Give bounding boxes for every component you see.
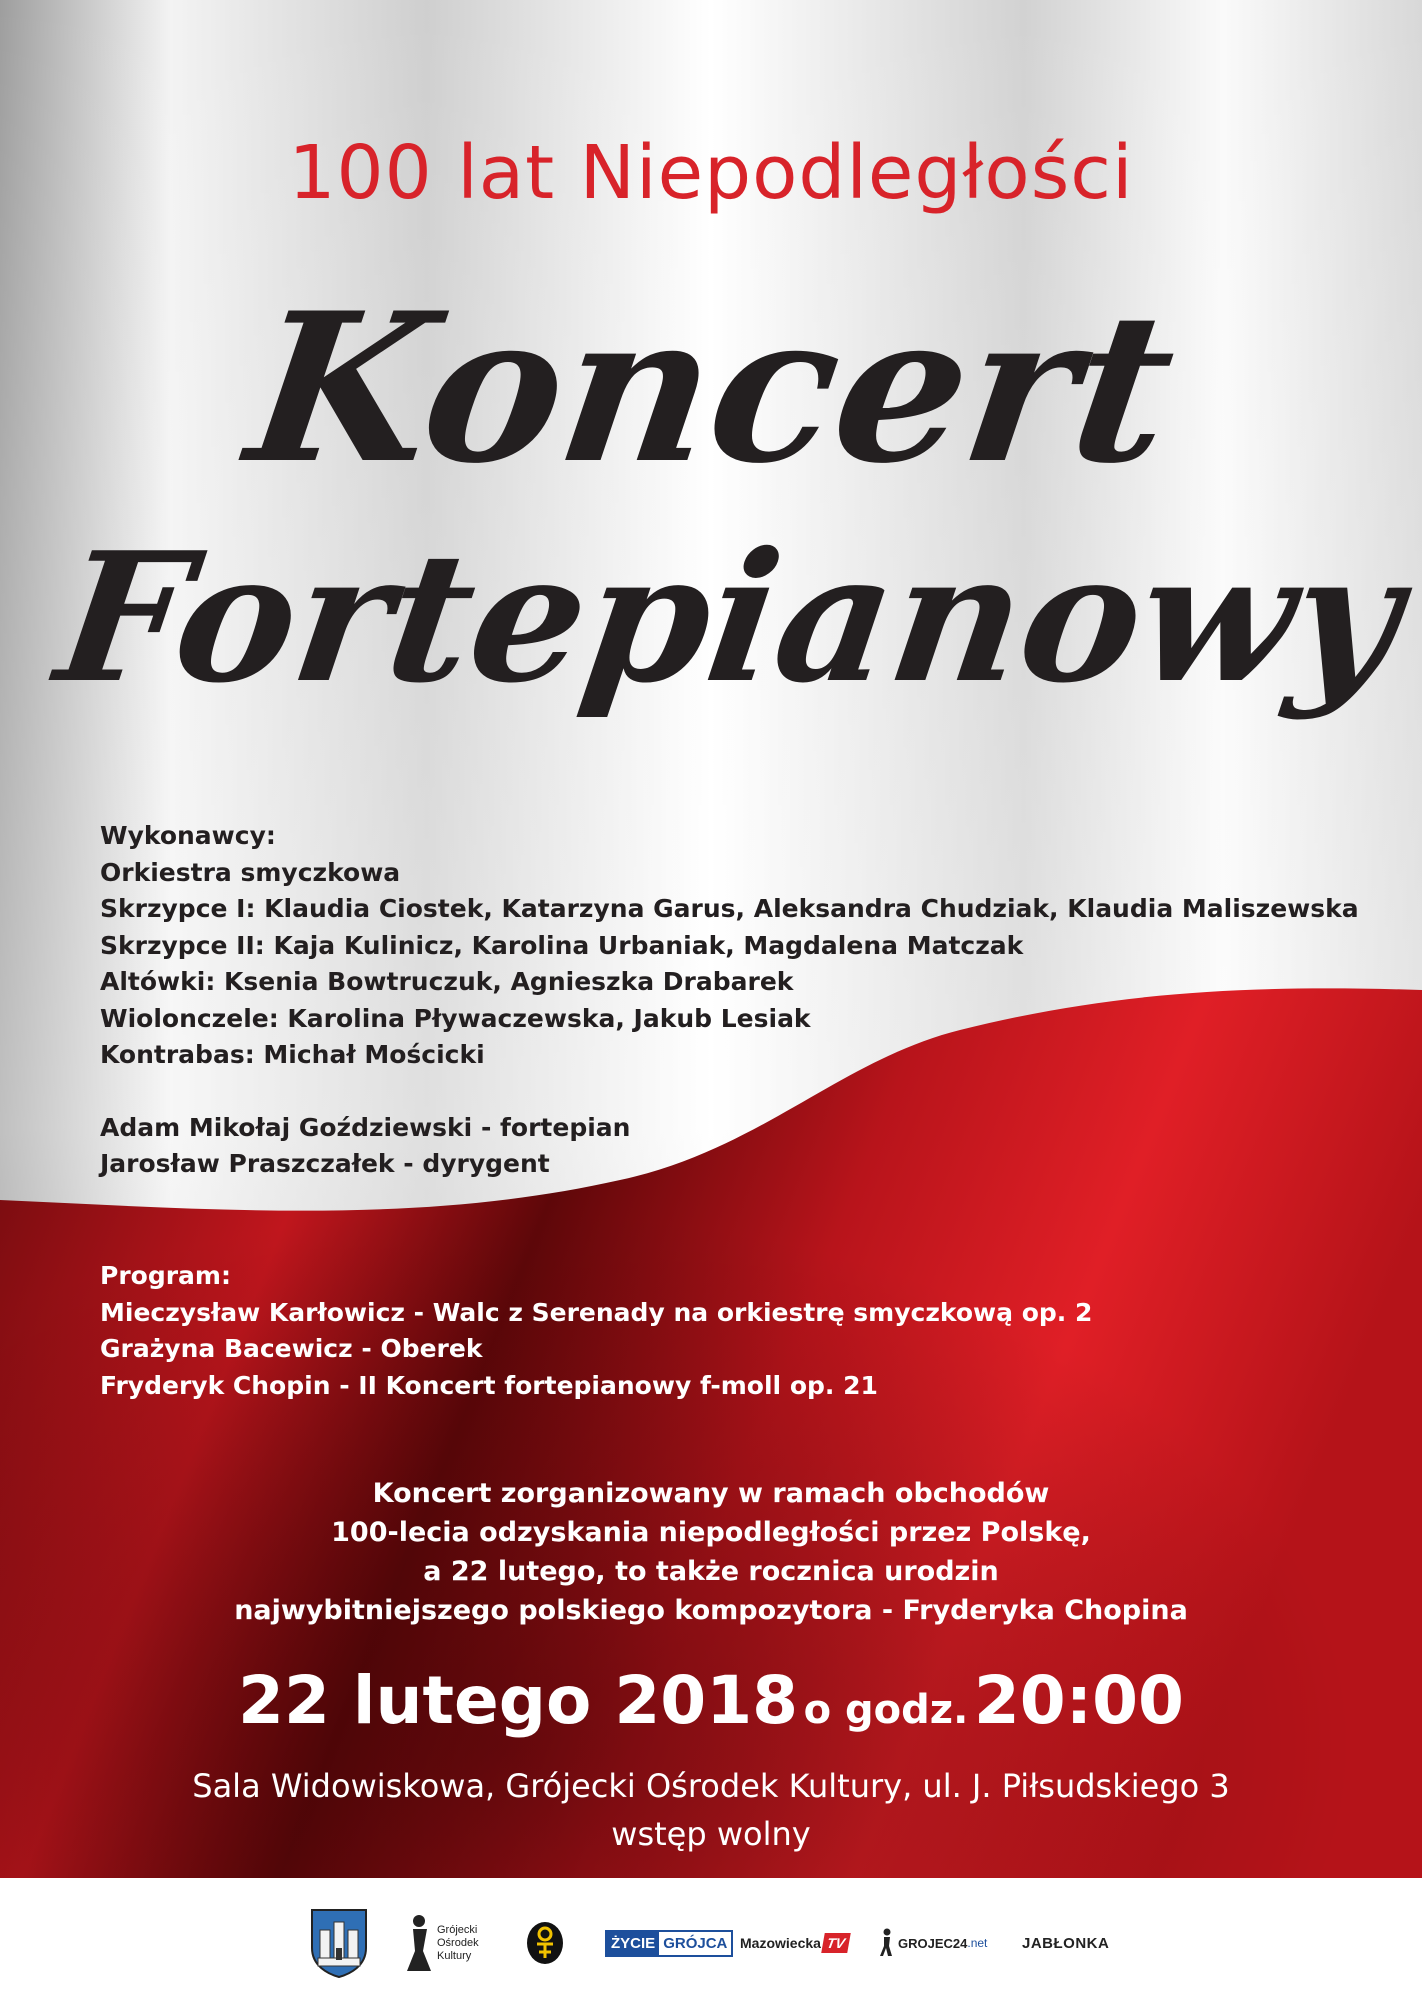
- grojec24-net-label: .net: [967, 1936, 988, 1950]
- zycie-grojca-logo: [605, 1908, 733, 1978]
- grojec24-label: GROJEC24: [898, 1935, 968, 1951]
- emblem-icon: [525, 1920, 565, 1966]
- title-line-fortepianowy: Fortepianowy: [46, 513, 1413, 723]
- entry-info: wstęp wolny: [611, 1815, 811, 1853]
- venue-address: Sala Widowiskowa, Grójecki Ośrodek Kultury, ul. J. Piłsudskiego 3: [192, 1767, 1230, 1805]
- sponsor-logos-bar: [0, 1878, 1422, 2004]
- info-line: najwybitniejszego polskiego kompozytora - Fryderyka Chopina: [234, 1595, 1188, 1626]
- grojca-label: GRÓJCA: [663, 1934, 728, 1952]
- info-line: Koncert zorganizowany w ramach obchodów: [372, 1478, 1050, 1509]
- gok-logo: [403, 1908, 479, 1978]
- gok-line: Grójecki: [437, 1923, 478, 1936]
- runner-icon: [880, 1928, 894, 1958]
- performer-line: Wiolonczele: Karolina Pływaczewska, Jakub Lesiak: [100, 1003, 811, 1033]
- figure-icon: [403, 1913, 433, 1973]
- jablonka-label: JABŁONKA: [1022, 1934, 1110, 1952]
- subtitle-100-lat: 100 lat Niepodległości: [288, 130, 1134, 216]
- grojec-coat-of-arms-logo: [310, 1908, 368, 1978]
- event-date-line: [0, 1662, 1422, 1739]
- info-text: [0, 1474, 1422, 1630]
- soloist-line: Jarosław Praszczałek - dyrygent: [100, 1149, 550, 1178]
- program-heading: Program:: [100, 1261, 231, 1290]
- soloist-line: Adam Mikołaj Goździewski - fortepian: [100, 1112, 631, 1142]
- event-date: 22 lutego 2018: [238, 1662, 799, 1739]
- performers-heading: Wykonawcy:: [100, 821, 276, 850]
- event-at: o godz.: [803, 1687, 969, 1733]
- performer-line: Altówki: Ksenia Bowtruczuk, Agnieszka Drabarek: [100, 967, 794, 996]
- coat-of-arms-icon: [310, 1908, 368, 1978]
- venue-block: [0, 1762, 1422, 1858]
- gok-line: Ośrodek: [437, 1936, 479, 1949]
- program-section: [100, 1258, 1092, 1404]
- info-line: a 22 lutego, to także rocznica urodzin: [423, 1556, 999, 1587]
- mazowiecka-tv-logo: [740, 1908, 849, 1978]
- event-time: 20:00: [973, 1662, 1184, 1739]
- main-title: [0, 260, 1422, 820]
- round-emblem-logo: [525, 1908, 565, 1978]
- jablonka-logo: [1022, 1908, 1109, 1978]
- title-line-koncert: Koncert: [236, 267, 1188, 509]
- program-item: Fryderyk Chopin - II Koncert fortepianowy f-moll op. 21: [100, 1370, 878, 1400]
- performer-line: Skrzypce I: Klaudia Ciostek, Katarzyna Garus, Aleksandra Chudziak, Klaudia Maliszewska: [100, 894, 1359, 923]
- program-item: Grażyna Bacewicz - Oberek: [100, 1334, 483, 1363]
- spacer: [100, 1074, 1359, 1110]
- info-line: 100-lecia odzyskania niepodległości przez Polskę,: [331, 1517, 1091, 1548]
- zycie-label: ŻYCIE: [607, 1932, 659, 1955]
- grojec24-logo: [880, 1908, 987, 1978]
- performer-line: Kontrabas: Michał Mościcki: [100, 1040, 485, 1069]
- performer-line: Skrzypce II: Kaja Kulinicz, Karolina Urbaniak, Magdalena Matczak: [100, 930, 1024, 960]
- performers-section: [100, 818, 1359, 1183]
- mazowiecka-label: Mazowiecka: [740, 1935, 821, 1951]
- gok-line: Kultury: [437, 1949, 472, 1962]
- program-item: Mieczysław Karłowicz - Walc z Serenady na orkiestrę smyczkową op. 2: [100, 1297, 1093, 1327]
- performer-line: Orkiestra smyczkowa: [100, 857, 401, 887]
- tv-label: TV: [821, 1933, 850, 1953]
